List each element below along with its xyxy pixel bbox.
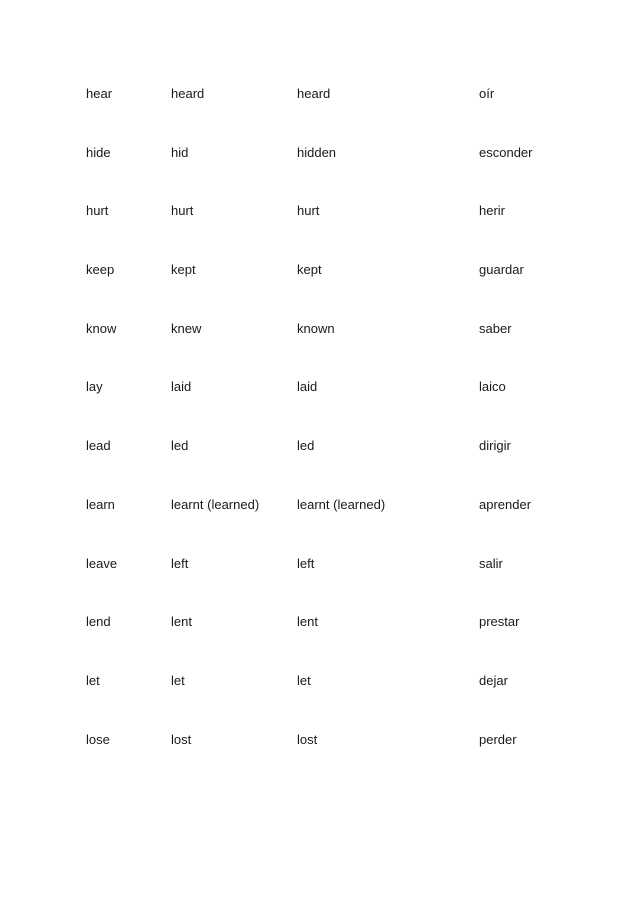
past-participle-cell: hurt [297,203,320,219]
spanish-translation-cell: saber [479,320,512,336]
past-participle-cell: led [297,438,315,454]
infinitive-cell: lay [86,379,103,395]
spanish-translation-cell: aprender [479,496,532,512]
spanish-translation-cell: oír [479,86,495,101]
infinitive-cell: learn [86,496,115,512]
past-participle-cell: learnt (learned) [297,496,386,512]
table-row [86,731,566,790]
past-participle-cell: known [297,320,335,336]
spanish-translation-cell: dejar [479,672,508,688]
spanish-translation-cell: laico [479,379,506,395]
table-row [86,320,566,379]
past-participle-cell: lost [297,731,318,747]
infinitive-cell: lead [86,438,111,454]
infinitive-cell: leave [86,555,118,571]
irregular-verb-table [86,85,566,789]
infinitive-cell: keep [86,262,115,278]
past-participle-cell: laid [297,379,318,395]
spanish-translation-cell: perder [479,731,517,747]
past-simple-cell: lost [171,731,192,747]
past-simple-cell: knew [171,320,202,336]
past-simple-cell: heard [171,86,205,101]
spanish-translation-cell: salir [479,555,503,571]
table-row [86,85,566,144]
infinitive-cell: lose [86,731,110,747]
past-simple-cell: lent [171,614,192,630]
table-row [86,202,566,261]
infinitive-cell: let [86,672,100,688]
past-participle-cell: let [297,672,311,688]
spanish-translation-cell: guardar [479,262,524,278]
infinitive-cell: hurt [86,203,109,219]
past-simple-cell: hurt [171,203,194,219]
table-row [86,496,566,555]
table-row [86,672,566,731]
table-row [86,261,566,320]
infinitive-cell: lend [86,614,111,630]
past-simple-cell: left [171,555,189,571]
past-participle-cell: lent [297,614,318,630]
table-row [86,378,566,437]
past-participle-cell: left [297,555,315,571]
past-participle-cell: kept [297,262,322,278]
spanish-translation-cell: dirigir [479,438,511,454]
table-row [86,144,566,203]
spanish-translation-cell: herir [479,203,506,219]
infinitive-cell: hear [86,86,113,101]
table-row [86,437,566,496]
table-row [86,613,566,672]
past-simple-cell: hid [171,144,189,160]
past-participle-cell: heard [297,86,331,101]
past-simple-cell: let [171,672,185,688]
past-simple-cell: laid [171,379,192,395]
infinitive-cell: hide [86,144,111,160]
past-participle-cell: hidden [297,144,337,160]
past-simple-cell: led [171,438,189,454]
past-simple-cell: kept [171,262,196,278]
spanish-translation-cell: prestar [479,614,520,630]
spanish-translation-cell: esconder [479,144,533,160]
past-simple-cell: learnt (learned) [171,496,260,512]
infinitive-cell: know [86,320,117,336]
table-row [86,555,566,614]
